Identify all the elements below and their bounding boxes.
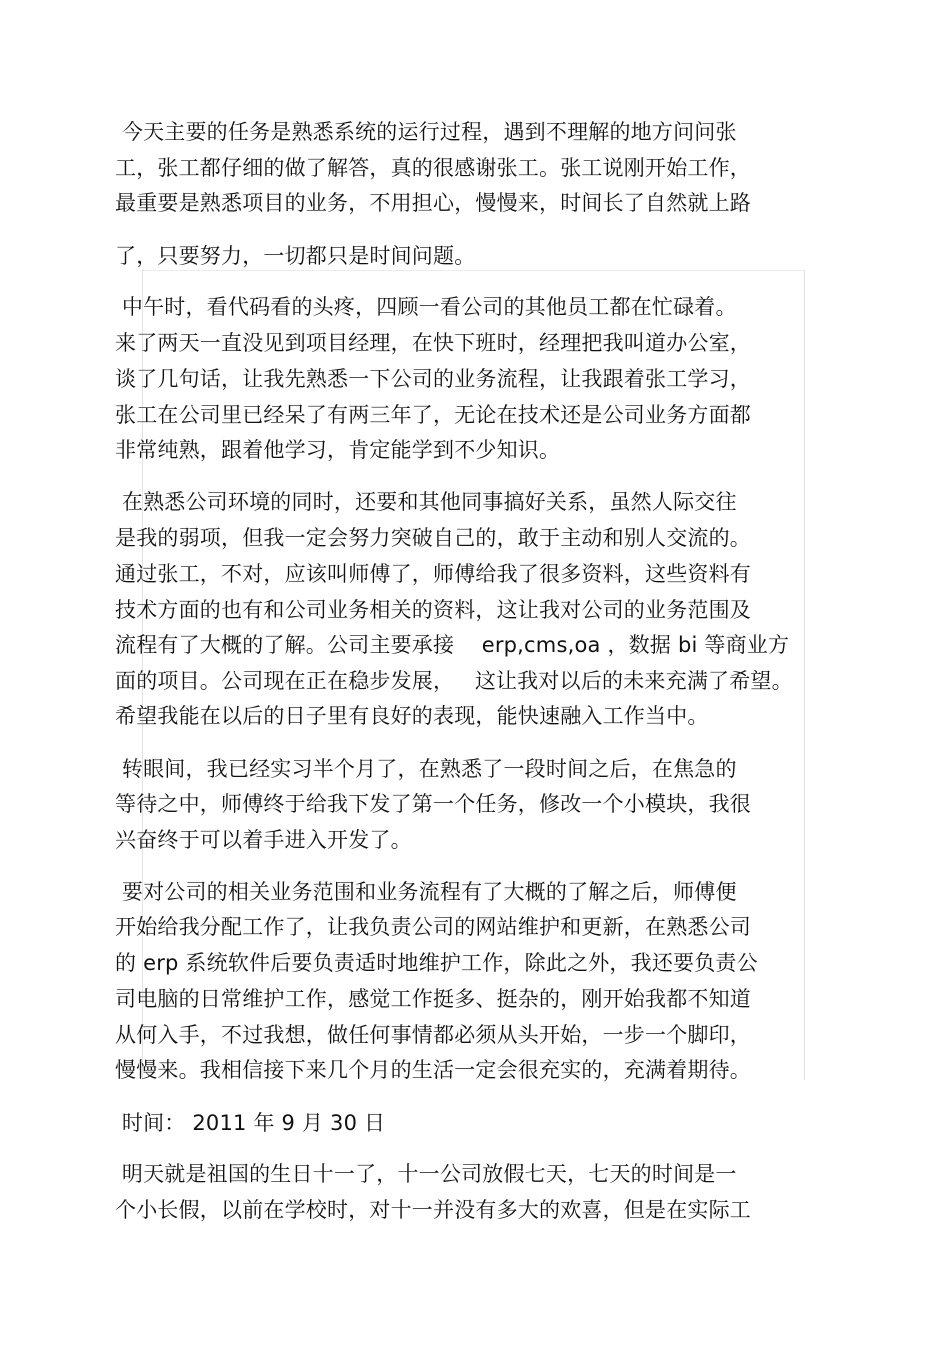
paragraph-3-line-7: 希望我能在以后的日子里有良好的表现，能快速融入工作当中。: [115, 704, 709, 728]
paragraph-3-line-1: 在熟悉公司环境的同时，还要和其他同事搞好关系，虽然人际交往: [115, 490, 737, 514]
paragraph-2-line-5: 非常纯熟，跟着他学习，肯定能学到不少知识。: [115, 438, 561, 462]
paragraph-4-line-2: 等待之中，师傅终于给我下发了第一个任务，修改一个小模块，我很: [115, 792, 751, 816]
paragraph-1-line-4: 了，只要努力，一切都只是时间问题。: [115, 244, 476, 268]
paragraph-7-line-1: 明天就是祖国的生日十一了，十一公司放假七天，七天的时间是一: [115, 1162, 737, 1186]
paragraph-7-line-2: 个小长假，以前在学校时，对十一并没有多大的欢喜，但是在实际工: [115, 1198, 751, 1222]
paragraph-3-line-4: 技术方面的也有和公司业务相关的资料，这让我对公司的业务范围及: [115, 598, 751, 622]
paragraph-2-line-2: 来了两天一直没见到项目经理，在快下班时，经理把我叫道办公室，: [115, 331, 751, 355]
paragraph-2-line-1: 中午时，看代码看的头疼，四顾一看公司的其他员工都在忙碌着。: [115, 295, 737, 319]
paragraph-1-line-1: 今天主要的任务是熟悉系统的运行过程，遇到不理解的地方问问张: [115, 120, 737, 144]
paragraph-3-line-6: 面的项目。公司现在正在稳步发展， 这让我对以后的未来充满了希望。: [115, 669, 793, 693]
paragraph-3-line-5: 流程有了大概的了解。公司主要承接 erp,cms,oa ，数据 bi 等商业方: [115, 633, 790, 657]
paragraph-5-line-3: 的 erp 系统软件后要负责适时地维护工作，除此之外，我还要负责公: [115, 951, 758, 975]
paragraph-3-line-2: 是我的弱项，但我一定会努力突破自己的，敢于主动和别人交流的。: [115, 526, 751, 550]
paragraph-2-line-4: 张工在公司里已经呆了有两三年了，无论在技术还是公司业务方面都: [115, 403, 751, 427]
paragraph-4-line-1: 转眼间，我已经实习半个月了，在熟悉了一段时间之后，在焦急的: [115, 757, 737, 781]
paragraph-5-line-1: 要对公司的相关业务范围和业务流程有了大概的了解之后，师傅便: [115, 880, 737, 904]
date-line: 时间： 2011 年 9 月 30 日: [115, 1111, 386, 1135]
paragraph-3-line-3: 通过张工，不对，应该叫师傅了，师傅给我了很多资料，这些资料有: [115, 562, 751, 586]
paragraph-1-line-3: 最重要是熟悉项目的业务，不用担心，慢慢来，时间长了自然就上路: [115, 191, 751, 215]
paragraph-2-line-3: 谈了几句话，让我先熟悉一下公司的业务流程，让我跟着张工学习，: [115, 367, 751, 391]
paragraph-5-line-4: 司电脑的日常维护工作，感觉工作挺多、挺杂的，刚开始我都不知道: [115, 987, 751, 1011]
paragraph-5-line-2: 开始给我分配工作了，让我负责公司的网站维护和更新，在熟悉公司: [115, 915, 751, 939]
paragraph-4-line-3: 兴奋终于可以着手进入开发了。: [115, 828, 412, 852]
paragraph-5-line-5: 从何入手，不过我想，做任何事情都必须从头开始，一步一个脚印，: [115, 1023, 751, 1047]
frame-border-right: [804, 270, 805, 1080]
paragraph-1-line-2: 工，张工都仔细的做了解答，真的很感谢张工。张工说刚开始工作，: [115, 156, 751, 180]
paragraph-5-line-6: 慢慢来。我相信接下来几个月的生活一定会很充实的，充满着期待。: [115, 1058, 751, 1082]
